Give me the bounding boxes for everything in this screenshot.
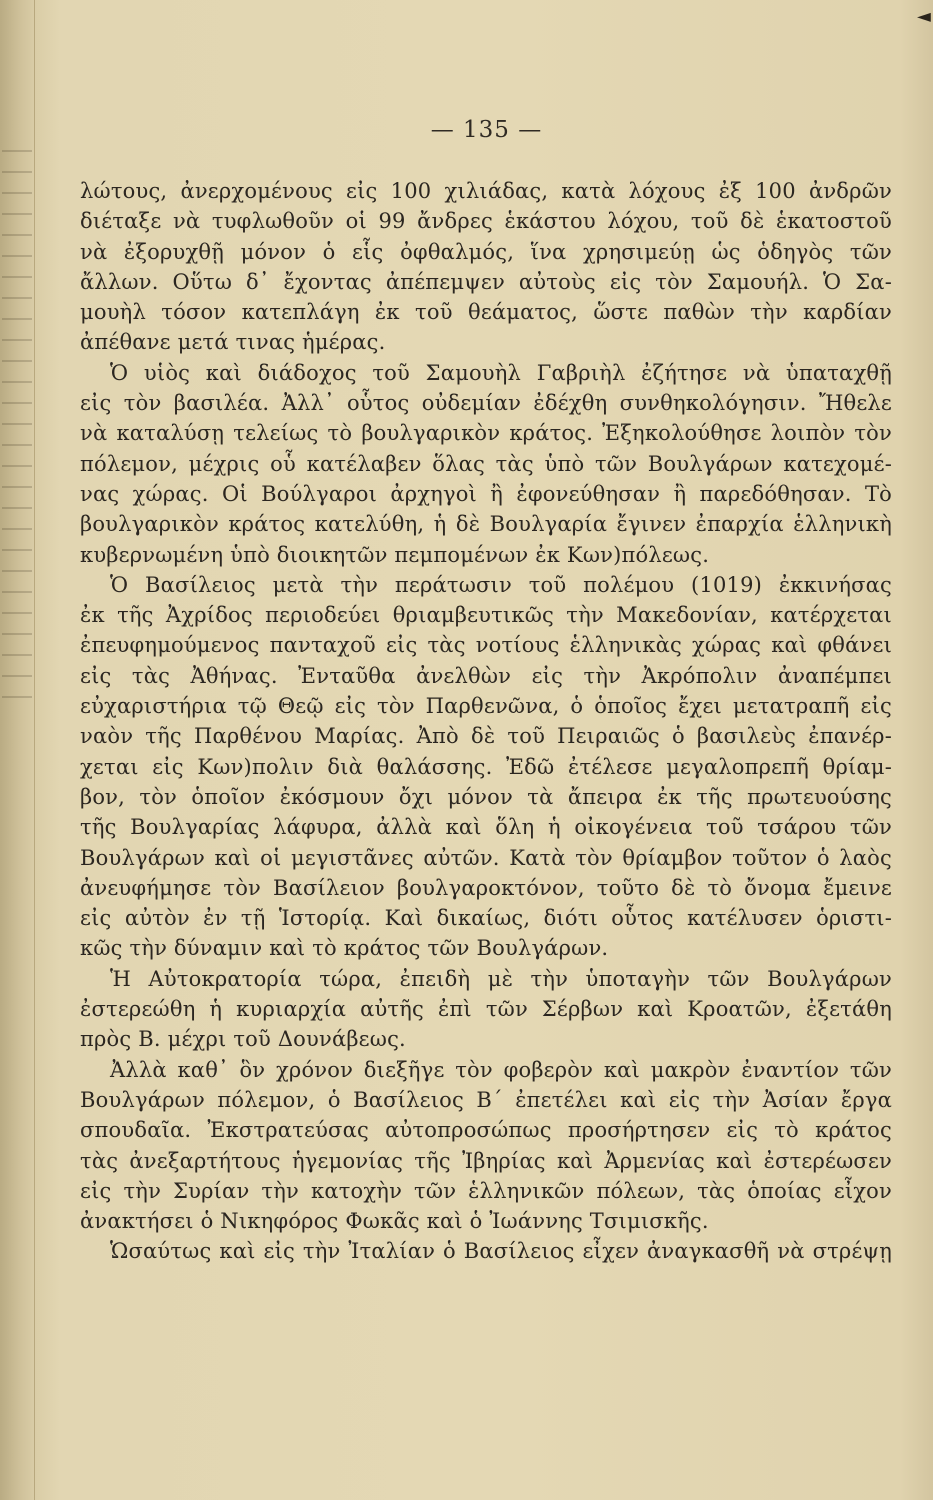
text-line: ἀπέθανε μετά τινας ἡμέρας. bbox=[80, 330, 386, 355]
text-line: Ἀλλὰ καθ᾽ ὃν χρόνον διεξῆγε τὸν φοβερὸν καὶ μακρὸν ἐναντίον τῶν bbox=[110, 1057, 892, 1082]
text-line: ἀνακτήσει ὁ Νικηφόρος Φωκᾶς καὶ ὁ Ἰωάννης Τσιμισκῆς. bbox=[80, 1209, 709, 1234]
text-line: Ὁ Βασίλειος μετὰ τὴν περάτωσιν τοῦ πολέμου (1019) ἐκκινήσας bbox=[110, 572, 892, 597]
text-line: λώτους, ἀνερχομένους εἰς 100 χιλιάδας, κατὰ λόχους ἐξ 100 ἀνδρῶν bbox=[80, 179, 892, 203]
text-line: ἐκ τῆς Ἀχρίδος περιοδεύει θριαμβευτικῶς τὴν Μακεδονίαν, κατέρχεται bbox=[80, 603, 892, 628]
corner-mark: ◄ bbox=[917, 6, 931, 27]
text-line: Ὡσαύτως καὶ εἰς τὴν Ἰταλίαν ὁ Βασίλειος εἶχεν ἀναγκασθῆ νὰ στρέψῃ bbox=[110, 1239, 892, 1264]
text-line: Βουλγάρων πόλεμον, ὁ Βασίλειος Β´ ἐπετέλει καὶ εἰς τὴν Ἀσίαν ἔργα bbox=[80, 1087, 892, 1112]
facing-page-bleed bbox=[2, 150, 32, 710]
text-line: ἐπευφημούμενος πανταχοῦ εἰς τὰς νοτίους ἑλληνικὰς χώρας καὶ φθάνει bbox=[80, 633, 892, 658]
text-line: ναὸν τῆς Παρθένου Μαρίας. Ἀπὸ δὲ τοῦ Πειραιῶς ὁ βασιλεὺς ἐπανέρ- bbox=[80, 724, 892, 749]
text-line: ἀνευφήμησε τὸν Βασίλειον βουλγαροκτόνον, τοῦτο δὲ τὸ ὄνομα ἔμεινε bbox=[80, 875, 892, 900]
text-line: διέταξε νὰ τυφλωθοῦν οἱ 99 ἄνδρες ἑκάστου λόχου, τοῦ δὲ ἑκατοστοῦ bbox=[80, 209, 892, 234]
text-line: νὰ ἐξορυχθῇ μόνον ὁ εἷς ὀφθαλμός, ἵνα χρησιμεύῃ ὡς ὁδηγὸς τῶν bbox=[80, 239, 892, 264]
text-line: χεται εἰς Κων)πολιν διὰ θαλάσσης. Ἐδῶ ἐτέλεσε μεγαλοπρεπῆ θρίαμ- bbox=[80, 754, 892, 779]
text-line: εὐχαριστήρια τῷ Θεῷ εἰς τὸν Παρθενῶνα, ὁ ὁποῖος ἔχει μετατραπῆ εἰς bbox=[80, 694, 892, 719]
text-line: κυβερνωμένη ὑπὸ διοικητῶν πεμπομένων ἐκ Κων)πόλεως. bbox=[80, 542, 710, 567]
text-line: ἄλλων. Οὕτω δ᾽ ἔχοντας ἀπέπεμψεν αὐτοὺς εἰς τὸν Σαμουήλ. Ὁ Σα- bbox=[80, 269, 892, 294]
text-line: τῆς Βουλγαρίας λάφυρα, ἀλλὰ καὶ ὅλη ἡ οἰκογένεια τοῦ τσάρου τῶν bbox=[80, 815, 892, 840]
binding-gutter bbox=[0, 0, 35, 1500]
text-line: εἰς τὴν Συρίαν τὴν κατοχὴν τῶν ἑλληνικῶν πόλεων, τὰς ὁποίας εἶχον bbox=[80, 1178, 892, 1203]
text-line: πρὸς Β. μέχρι τοῦ Δουνάβεως. bbox=[80, 1027, 406, 1052]
page-number: — 135 — bbox=[430, 117, 543, 143]
text-line: Ἡ Αὐτοκρατορία τώρα, ἐπειδὴ μὲ τὴν ὑποταγὴν τῶν Βουλγάρων bbox=[110, 966, 892, 991]
text-line: μουὴλ τόσον κατεπλάγη ἐκ τοῦ θεάματος, ὥστε παθὼν τὴν καρδίαν bbox=[80, 300, 892, 325]
text-line: εἰς τὰς Ἀθήνας. Ἐνταῦθα ἀνελθὼν εἰς τὴν Ἀκρόπολιν ἀναπέμπει bbox=[80, 663, 892, 688]
text-line: βον, τὸν ὁποῖον ἐκόσμουν ὄχι μόνον τὰ ἄπειρα ἐκ τῆς πρωτευούσης bbox=[80, 784, 892, 809]
text-line: Βουλγάρων καὶ οἱ μεγιστᾶνες αὐτῶν. Κατὰ τὸν θρίαμβον τοῦτον ὁ λαὸς bbox=[80, 845, 892, 870]
text-line: κῶς τὴν δύναμιν καὶ τὸ κράτος τῶν Βουλγάρων. bbox=[80, 936, 609, 961]
text-line: Ὁ υἱὸς καὶ διάδοχος τοῦ Σαμουὴλ Γαβριὴλ ἐζήτησε νὰ ὑπαταχθῇ bbox=[110, 360, 892, 385]
text-line: εἰς τὸν βασιλέα. Ἀλλ᾽ οὗτος οὐδεμίαν ἐδέχθη συνθηκολόγησιν. Ἤθελε bbox=[80, 391, 892, 416]
text-line: νὰ καταλύσῃ τελείως τὸ βουλγαρικὸν κράτος. Ἐξηκολούθησε λοιπὸν τὸν bbox=[80, 421, 892, 446]
text-line: τὰς ἀνεξαρτήτους ἡγεμονίας τῆς Ἰβηρίας καὶ Ἀρμενίας καὶ ἐστερέωσεν bbox=[80, 1148, 892, 1173]
body-text bbox=[80, 176, 892, 1267]
text-line: ἐστερεώθη ἡ κυριαρχία αὐτῆς ἐπὶ τῶν Σέρβων καὶ Κροατῶν, ἐξετάθη bbox=[80, 997, 892, 1022]
text-line: πόλεμον, μέχρις οὗ κατέλαβεν ὅλας τὰς ὑπὸ τῶν Βουλγάρων κατεχομέ- bbox=[80, 451, 892, 476]
text-line: νας χώρας. Οἱ Βούλγαροι ἀρχηγοὶ ἢ ἐφονεύθησαν ἢ παρεδόθησαν. Τὸ bbox=[80, 481, 892, 506]
text-line: σπουδαῖα. Ἐκστρατεύσας αὐτοπροσώπως προσήρτησεν εἰς τὸ κράτος bbox=[80, 1118, 892, 1143]
text-line: βουλγαρικὸν κράτος κατελύθη, ἡ δὲ Βουλγαρία ἔγινεν ἐπαρχία ἑλληνικὴ bbox=[80, 512, 892, 537]
text-line: εἰς αὐτὸν ἐν τῇ Ἱστορίᾳ. Καὶ δικαίως, διότι οὗτος κατέλυσεν ὁριστι- bbox=[80, 906, 892, 931]
